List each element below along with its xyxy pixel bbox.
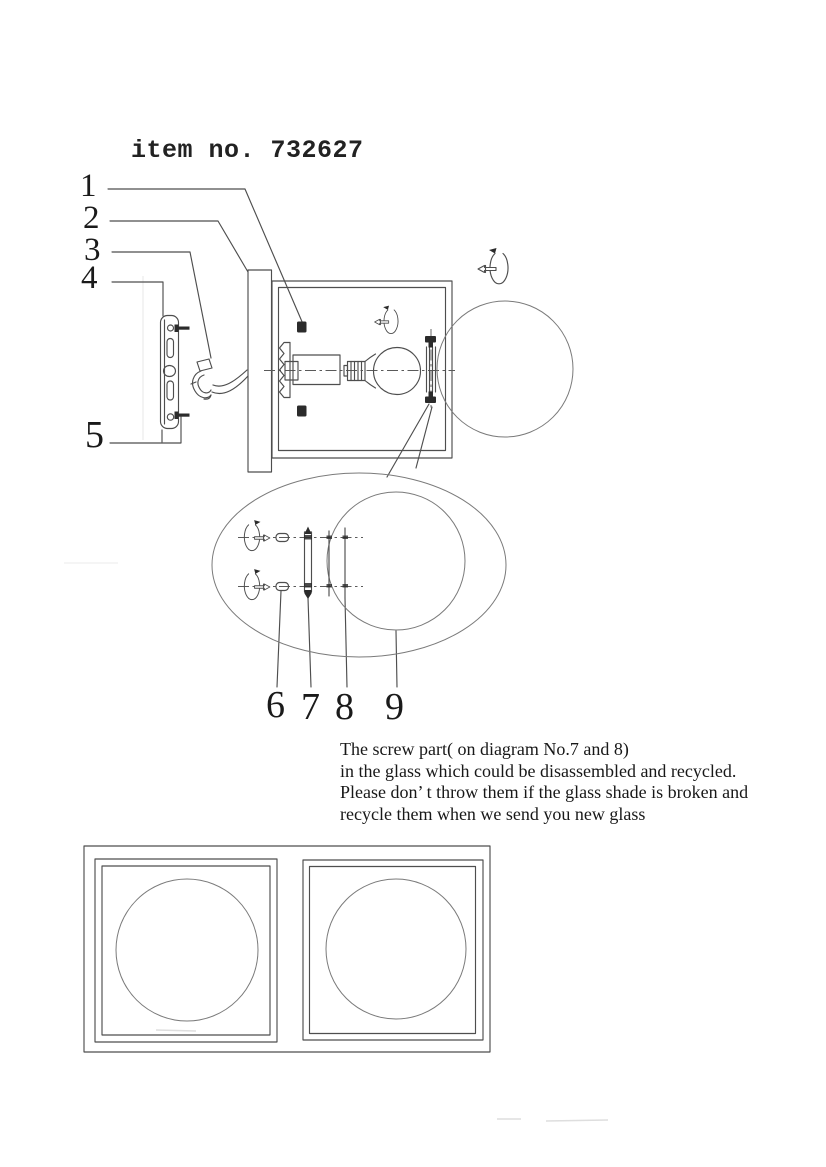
screw-rotation-icon bbox=[244, 520, 270, 550]
fixing-screw-bottom-icon bbox=[297, 406, 307, 417]
note-line-3: Please don’ t throw them if the glass shade is broken and bbox=[340, 782, 749, 802]
socket-flange bbox=[280, 343, 299, 398]
screw-rotation-icon bbox=[244, 569, 270, 599]
screw-rotation-icon bbox=[478, 248, 508, 284]
item-number-title: item no. 732627 bbox=[131, 136, 364, 165]
bulb-base bbox=[344, 362, 365, 381]
detail-view bbox=[212, 473, 506, 657]
callout-8: 8 bbox=[335, 686, 354, 728]
left-lamp-cell bbox=[95, 859, 277, 1042]
callout-7: 7 bbox=[301, 686, 320, 728]
cable-clamp bbox=[191, 359, 212, 399]
note-line-2: in the glass which could be disassembled and recycled. bbox=[340, 760, 737, 781]
callout-9: 9 bbox=[385, 686, 404, 728]
glass-shade bbox=[437, 301, 573, 437]
leader-lines bbox=[108, 189, 432, 687]
callout-1: 1 bbox=[80, 168, 97, 204]
threaded-stud bbox=[304, 527, 312, 600]
fitter-screw-top-icon bbox=[425, 336, 436, 348]
note-line-4: recycle them when we send you new glass bbox=[340, 803, 646, 824]
detail-oval bbox=[212, 473, 506, 657]
fixing-screw-top-icon bbox=[297, 322, 307, 333]
screw-rotation-icon bbox=[375, 306, 398, 334]
note-line-1: The screw part( on diagram No.7 and 8) bbox=[340, 739, 629, 759]
light-bulb bbox=[365, 348, 421, 395]
callout-5: 5 bbox=[85, 414, 104, 456]
glass-neck-line-outer bbox=[343, 528, 349, 598]
callout-2: 2 bbox=[83, 200, 100, 236]
callout-6: 6 bbox=[266, 684, 285, 726]
lamp-socket bbox=[293, 355, 340, 385]
right-glass-circle bbox=[326, 879, 466, 1019]
bottom-view bbox=[84, 846, 490, 1052]
mounting-screw-bottom-icon bbox=[175, 412, 190, 420]
right-lamp-cell bbox=[303, 860, 483, 1040]
mounting-screw-top-icon bbox=[175, 325, 190, 333]
power-cord bbox=[212, 370, 248, 394]
scan-artifacts bbox=[64, 276, 608, 1121]
callout-4: 4 bbox=[81, 260, 98, 296]
left-glass-circle bbox=[116, 879, 258, 1021]
fitter-screw-bottom-icon bbox=[425, 392, 436, 404]
callout-3: 3 bbox=[84, 232, 101, 268]
wall-column bbox=[248, 270, 272, 472]
detail-glass-shade bbox=[327, 492, 465, 630]
